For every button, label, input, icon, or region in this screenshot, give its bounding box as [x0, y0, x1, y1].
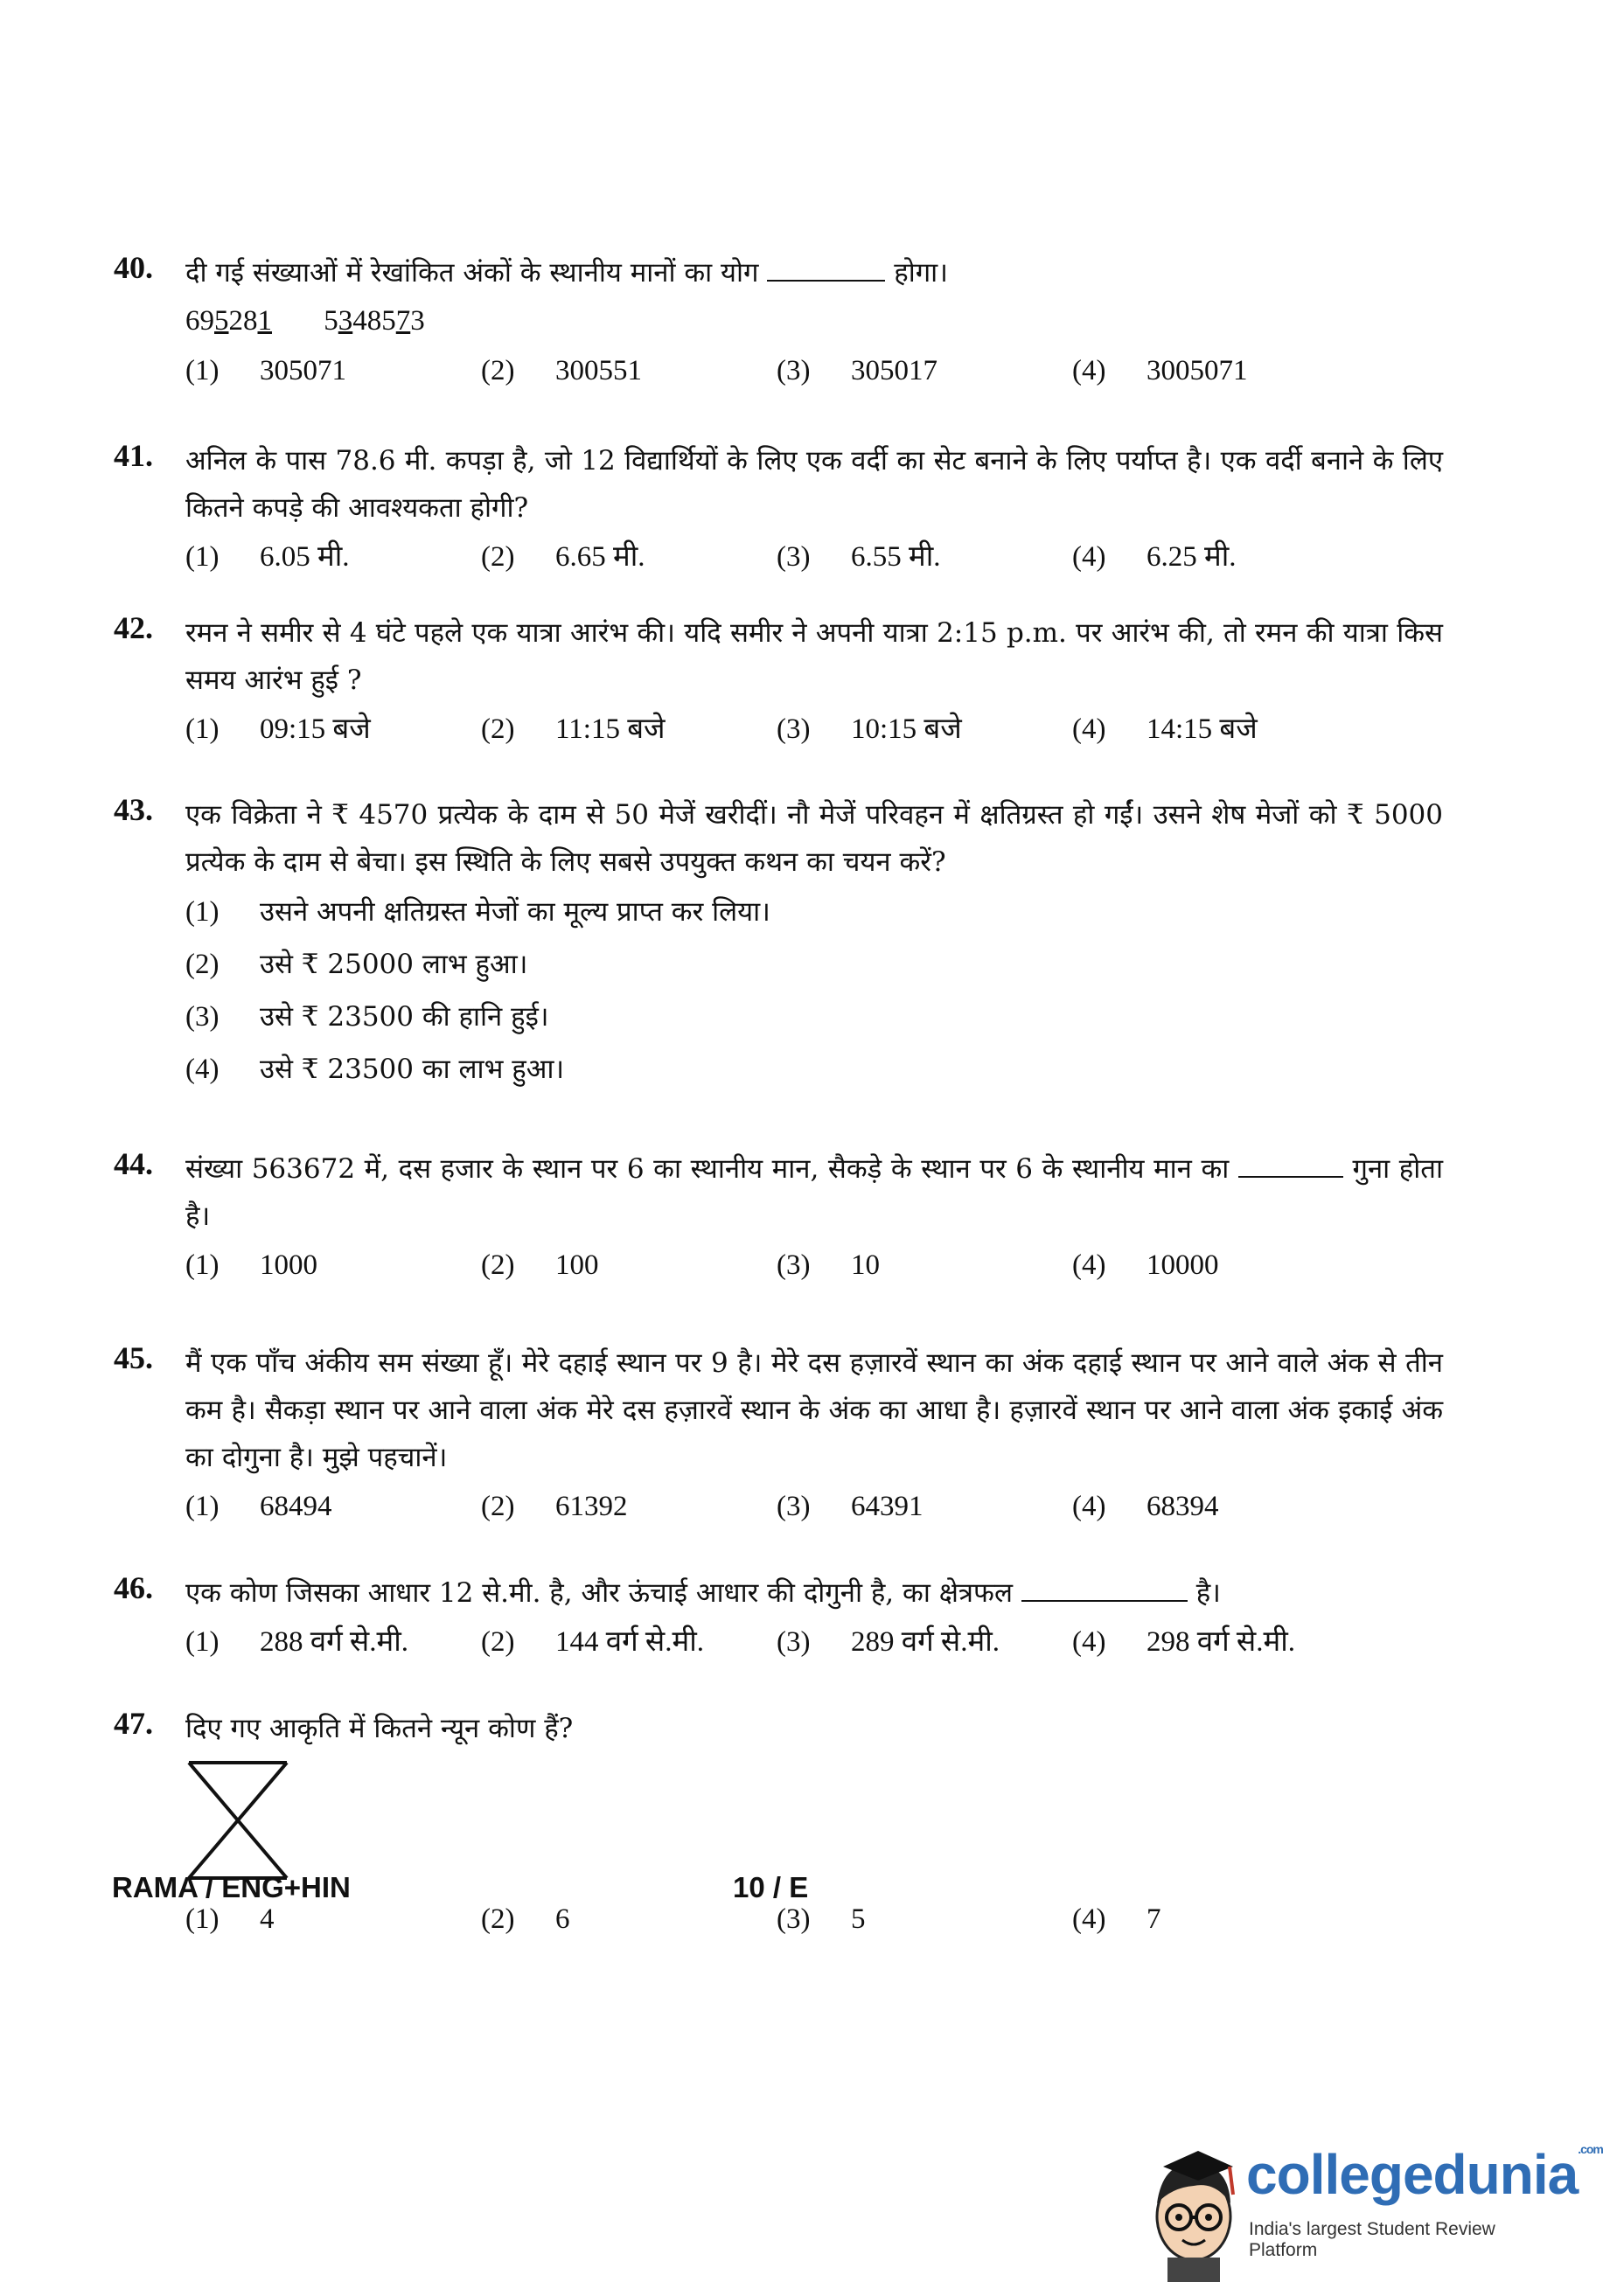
- question-number: 46.: [114, 1570, 153, 1605]
- option-2[interactable]: (2) 6: [481, 1903, 570, 1935]
- option-1[interactable]: (1) 1000: [185, 1249, 317, 1281]
- answer-blank: [1021, 1574, 1188, 1602]
- option-3[interactable]: (3) उसे ₹ 23500 की हानि हुई।: [185, 1001, 549, 1033]
- option-2[interactable]: (2) 11:15 बजे: [481, 713, 666, 745]
- options: [185, 532, 1443, 582]
- option-3[interactable]: (3) 289 वर्ग से.मी.: [777, 1626, 1000, 1658]
- question-text: संख्या 563672 में, दस हजार के स्थान पर 6 का स्थानीय मान, सैकड़े के स्थान पर 6 के स्थानीय मान का गुना होता है।: [185, 1145, 1443, 1240]
- page-number: 10 / E: [733, 1871, 809, 1903]
- brand-tagline: India's largest Student Review Platform: [1249, 2219, 1495, 2260]
- option-3[interactable]: (3) 10: [777, 1249, 880, 1281]
- answer-blank: [767, 254, 885, 282]
- mascot-icon: [1146, 2133, 1242, 2282]
- question-number: 43.: [114, 792, 153, 827]
- option-4[interactable]: (4) 3005071: [1072, 355, 1248, 386]
- options: [185, 1240, 1443, 1291]
- option-1[interactable]: (1) 305071: [185, 355, 346, 386]
- option-2[interactable]: (2) 100: [481, 1249, 599, 1281]
- question-42: [114, 609, 1443, 755]
- option-2[interactable]: (2) 300551: [481, 355, 642, 386]
- option-1[interactable]: (1) 68494: [185, 1491, 332, 1522]
- question-number: 47.: [114, 1706, 153, 1741]
- option-4[interactable]: (4) उसे ₹ 23500 का लाभ हुआ।: [185, 1054, 565, 1085]
- options: [185, 345, 1443, 396]
- given-number: 695281: [185, 305, 272, 337]
- question-text: एक विक्रेता ने ₹ 4570 प्रत्येक के दाम से 50 मेजें खरीदीं। नौ मेजें परिवहन में क्षतिग्रस्त हो गईं। उसने शेष मेजों को ₹ 5000 प्रत्येक के दाम से बेचा। इस स्थिति के लिए सबसे उपयुक्त कथन का चयन करें?: [185, 799, 1443, 878]
- option-1[interactable]: (1) 09:15 बजे: [185, 713, 371, 745]
- given-numbers: [185, 296, 1443, 345]
- option-2[interactable]: (2) 144 वर्ग से.मी.: [481, 1626, 705, 1658]
- question-40: [114, 249, 1443, 396]
- option-4[interactable]: (4) 298 वर्ग से.मी.: [1072, 1626, 1296, 1658]
- option-3[interactable]: (3) 305017: [777, 355, 937, 386]
- question-number: 45.: [114, 1340, 153, 1375]
- option-3[interactable]: (3) 10:15 बजे: [777, 713, 962, 745]
- option-2[interactable]: (2) 61392: [481, 1491, 628, 1522]
- footer-code: RAMA / ENG+HIN: [112, 1871, 351, 1903]
- collegedunia-logo: [1146, 2133, 1603, 2282]
- option-2[interactable]: (2) उसे ₹ 25000 लाभ हुआ।: [185, 949, 528, 980]
- question-text: मैं एक पाँच अंकीय सम संख्या हूँ। मेरे दहाई स्थान पर 9 है। मेरे दस हज़ारवें स्थान का अंक दहाई स्थान पर आने वाले अंक से तीन कम है। सैकड़ा स्थान पर आने वाला अंक मेरे दस हज़ारवें स्थान के अंक का आधा है। हज़ारवें स्थान पर आने वाला अंक इकाई अंक का दोगुना है। मुझे पहचानें।: [185, 1347, 1443, 1473]
- option-1[interactable]: (1) उसने अपनी क्षतिग्रस्त मेजों का मूल्य प्राप्त कर लिया।: [185, 896, 770, 928]
- question-44: [114, 1145, 1443, 1291]
- question-text: रमन ने समीर से 4 घंटे पहले एक यात्रा आरंभ की। यदि समीर ने अपनी यात्रा 2:15 p.m. पर आरंभ की, तो रमन की यात्रा किस समय आरंभ हुई ?: [185, 617, 1443, 696]
- options: [185, 1894, 1443, 1945]
- option-3[interactable]: (3) 5: [777, 1903, 866, 1935]
- options: [185, 1481, 1443, 1532]
- hourglass-figure: [185, 1759, 290, 1882]
- question-46: [114, 1569, 1443, 1667]
- question-41: [114, 437, 1443, 582]
- options: [185, 886, 1443, 1096]
- question-number: 40.: [114, 250, 153, 285]
- option-1[interactable]: (1) 6.05 मी.: [185, 541, 350, 573]
- given-number: 5348573: [324, 305, 425, 337]
- answer-blank: [1238, 1150, 1343, 1178]
- option-2[interactable]: (2) 6.65 मी.: [481, 541, 645, 573]
- question-43: [114, 791, 1443, 1096]
- options: [185, 1617, 1443, 1667]
- option-4[interactable]: (4) 10000: [1072, 1249, 1219, 1281]
- question-text: दी गई संख्याओं में रेखांकित अंकों के स्थानीय मानों का योग होगा।: [185, 249, 1443, 296]
- option-1[interactable]: (1) 4: [185, 1903, 275, 1935]
- option-4[interactable]: (4) 7: [1072, 1903, 1161, 1935]
- option-4[interactable]: (4) 68394: [1072, 1491, 1219, 1522]
- option-1[interactable]: (1) 288 वर्ग से.मी.: [185, 1626, 409, 1658]
- option-4[interactable]: (4) 14:15 बजे: [1072, 713, 1258, 745]
- question-text: अनिल के पास 78.6 मी. कपड़ा है, जो 12 विद्यार्थियों के लिए एक वर्दी का सेट बनाने के लिए पर्याप्त है। एक वर्दी बनाने के लिए कितने कपड़े की आवश्यकता होगी?: [185, 445, 1443, 524]
- question-number: 42.: [114, 610, 153, 645]
- option-4[interactable]: (4) 6.25 मी.: [1072, 541, 1237, 573]
- options: [185, 704, 1443, 755]
- question-45: [114, 1339, 1443, 1532]
- question-47: [114, 1705, 1443, 1945]
- brand-name: collegedunia$^{.com}$: [1246, 2142, 1603, 2206]
- option-3[interactable]: (3) 64391: [777, 1491, 923, 1522]
- question-number: 44.: [114, 1146, 153, 1181]
- option-3[interactable]: (3) 6.55 मी.: [777, 541, 941, 573]
- question-text: एक कोण जिसका आधार 12 से.मी. है, और ऊंचाई आधार की दोगुनी है, का क्षेत्रफल है।: [185, 1569, 1443, 1617]
- question-text: दिए गए आकृति में कितने न्यून कोण हैं?: [185, 1713, 574, 1744]
- question-number: 41.: [114, 438, 153, 473]
